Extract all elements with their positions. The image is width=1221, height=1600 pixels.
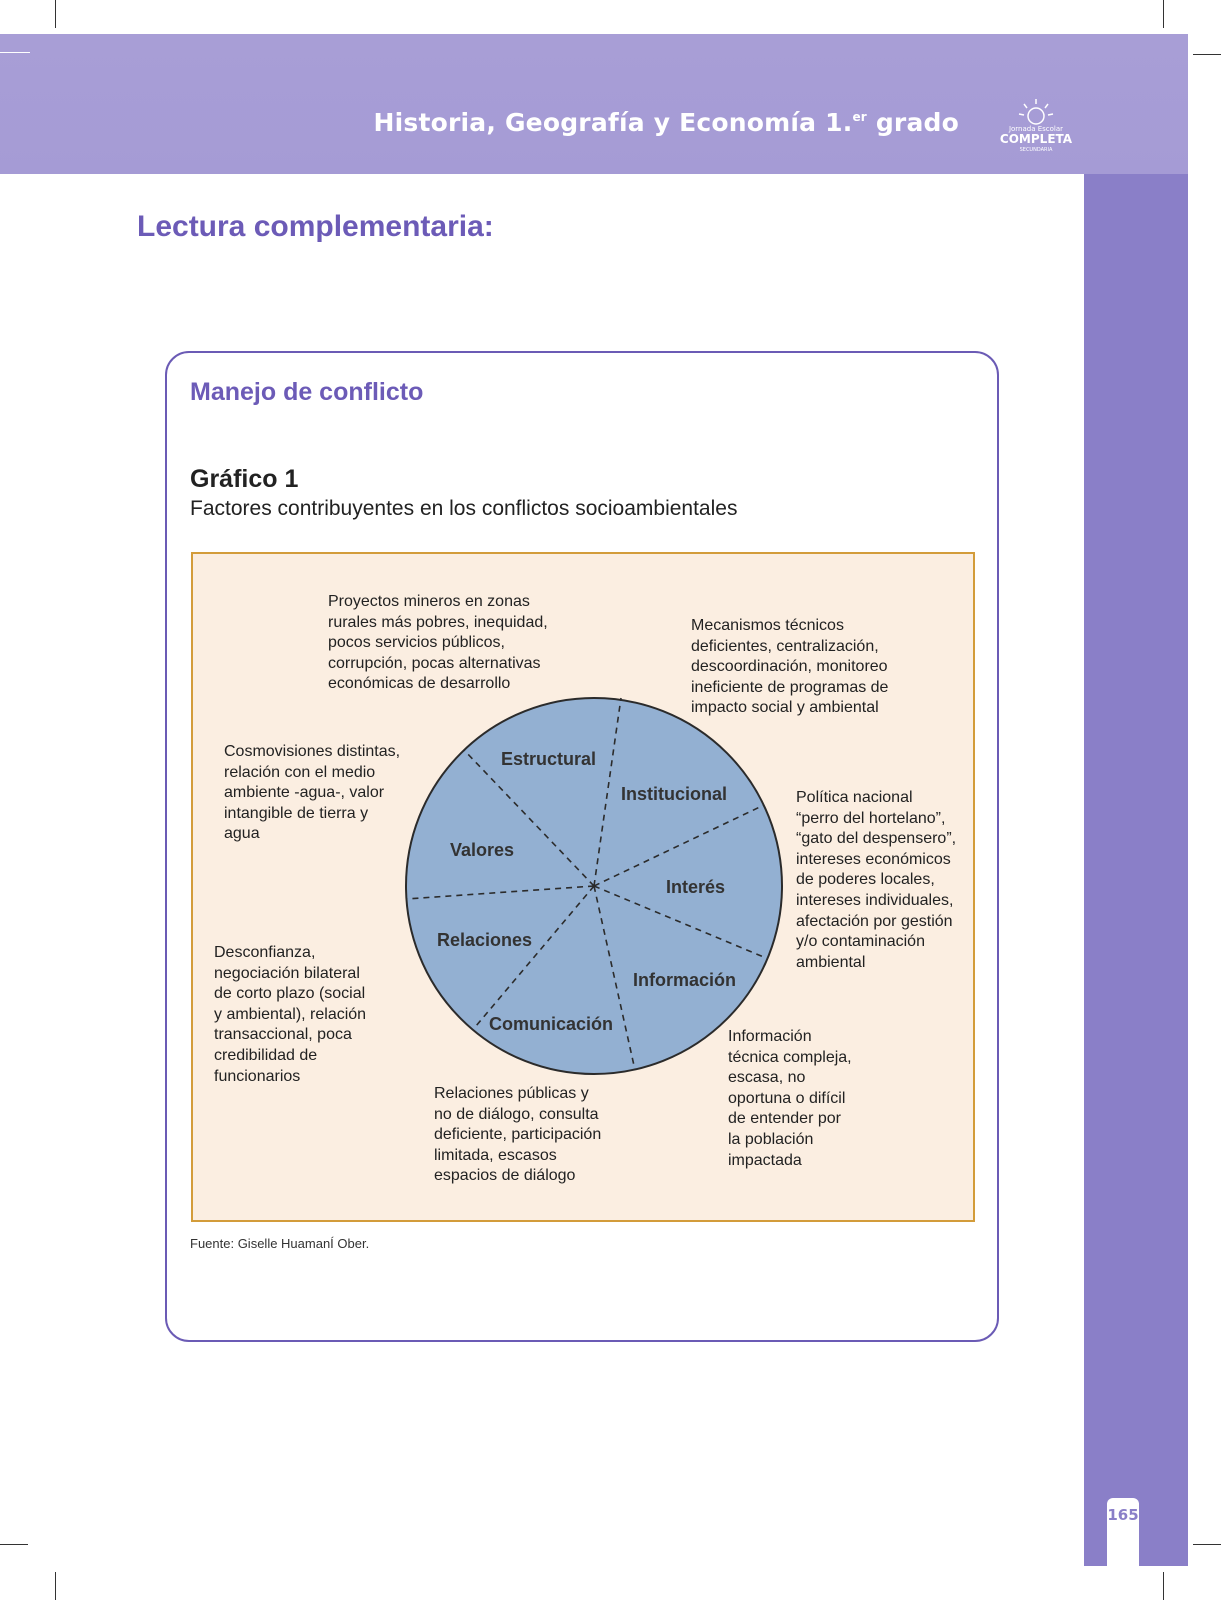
conflict-factors-diagram	[191, 552, 975, 1222]
note-informacion: Información técnica compleja, escasa, no oportuna o difícil de entender por la población impactada	[728, 1028, 852, 1169]
note-valores: Cosmovisiones distintas, relación con el medio ambiente -agua-, valor intangible de tierra y agua	[224, 743, 401, 843]
header-tick	[0, 52, 30, 53]
note-relaciones: Desconfianza, negociación bilateral de corto plazo (social y ambiental), relación transaccional, poca credibilidad de funcionarios	[214, 944, 367, 1085]
header-title-end: grado	[866, 108, 959, 137]
crop-mark	[1193, 1544, 1221, 1545]
figure-subtitle: Factores contribuyentes en los conflictos socioambientales	[190, 497, 738, 520]
section-title: Lectura complementaria:	[137, 210, 494, 243]
page-number: 165	[1107, 1506, 1139, 1524]
figure-source: Fuente: Giselle HuamanÍ Ober.	[190, 1236, 370, 1251]
sector-institucional: Institucional	[621, 784, 728, 804]
crop-mark	[1193, 54, 1221, 55]
card-title: Manejo de conflicto	[190, 378, 424, 406]
note-interes: Política nacional “perro del hortelano”, “gato del despensero”, intereses económicos de poderes locales, intereses individuales, afectación por gestión y/o contaminación ambiental	[796, 789, 957, 971]
sector-comunicacion: Comunicación	[489, 1014, 614, 1034]
note-institucional: Mecanismos técnicos deficientes, centralización, descoordinación, monitoreo ineficiente de programas de impacto social y ambiental	[691, 617, 889, 717]
logo-text-3: SECUNDARIA	[1019, 147, 1053, 153]
crop-mark	[55, 1572, 56, 1600]
crop-mark	[1163, 1572, 1164, 1600]
logo-text-2: COMPLETA	[999, 132, 1073, 146]
crop-mark	[0, 1544, 28, 1545]
figure-label: Gráfico 1	[190, 465, 299, 493]
header-title	[373, 108, 959, 137]
note-estructural: Proyectos mineros en zonas rurales más pobres, inequidad, pocos servicios públicos, corrupción, pocas alternativas económicas de desarrollo	[328, 593, 548, 693]
sector-estructural: Estructural	[501, 749, 597, 769]
note-comunicacion: Relaciones públicas y no de diálogo, consulta deficiente, participación limitada, escasos espacios de diálogo	[434, 1085, 602, 1185]
header-title-sup: er	[852, 110, 867, 124]
jornada-escolar-logo	[997, 96, 1075, 154]
crop-mark	[55, 0, 56, 28]
sector-relaciones: Relaciones	[437, 930, 533, 950]
sun-icon	[1019, 99, 1053, 124]
logo-text-1: Jornada Escolar	[1008, 125, 1064, 133]
header-title-main: Historia, Geografía y Economía 1.	[373, 108, 853, 137]
sector-informacion: Información	[633, 970, 737, 990]
side-band	[1084, 174, 1188, 1566]
sector-interes: Interés	[666, 877, 726, 897]
sector-valores: Valores	[450, 840, 515, 860]
crop-mark	[1163, 0, 1164, 28]
